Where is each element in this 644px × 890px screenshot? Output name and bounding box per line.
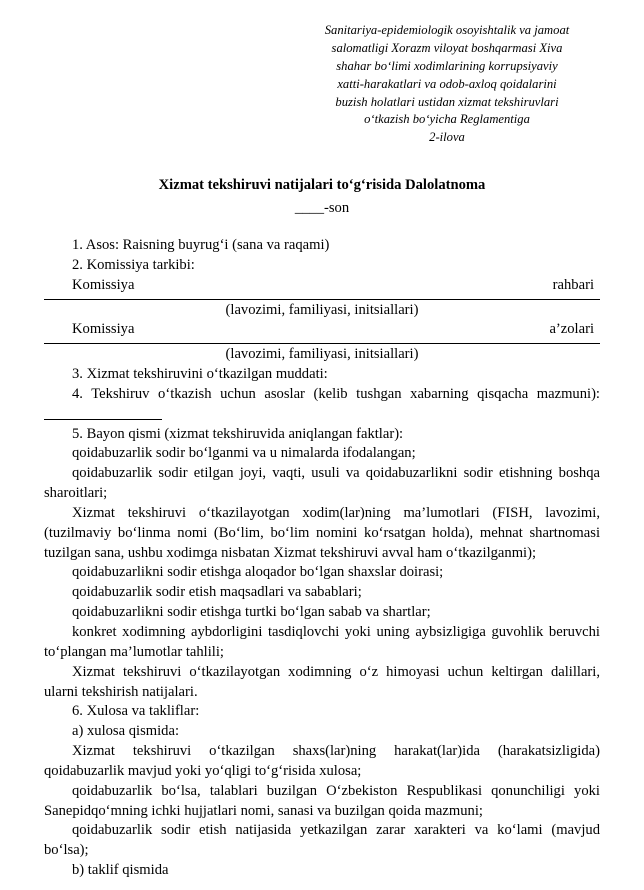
document-header-block	[302, 22, 592, 147]
document-number: ____-son	[294, 199, 350, 216]
item-commission-composition: 2. Komissiya tarkibi:	[72, 256, 195, 273]
header-annex-number: 2-ilova	[429, 130, 465, 145]
item-conclusions: 6. Xulosa va takliflar:	[72, 703, 200, 720]
commission-members-label: Komissiya	[72, 321, 135, 338]
item-inspection-grounds-text: 4. Tekshiruv o‘tkazish uchun asoslar (kelib tushgan xabarning qisqacha mazmuni):	[72, 385, 600, 402]
statement-point-1: qoidabuzarlik sodir bo‘lganmi va u nimalarda ifodalangan;	[72, 445, 416, 462]
item-inspection-period: 3. Xizmat tekshiruvini o‘tkazilgan muddati:	[72, 366, 328, 383]
document-body	[44, 236, 600, 881]
header-line-5: buzish holatlari ustidan xizmat tekshiruvlari	[335, 94, 559, 109]
commission-head-role: rahbari	[552, 276, 594, 293]
signature-rule	[44, 343, 600, 344]
item-basis: 1. Asos: Raisning buyrug‘i (sana va raqami)	[72, 236, 330, 253]
statement-point-8: Xizmat tekshiruvi o‘tkazilayotgan xodimning o‘z himoyasi uchun keltirgan dalillari, ularni tekshirish natijalari.	[44, 663, 600, 700]
item-statement-part: 5. Bayon qismi (xizmat tekshiruvida aniqlangan faktlar):	[72, 425, 404, 442]
statement-point-5: qoidabuzarlik sodir etish maqsadlari va sabablari;	[72, 584, 362, 601]
statement-point-7: konkret xodimning aybdorligini tasdiqlovchi yoki uning aybsizligiga guvohlik beruvchi to‘plangan ma’lumotlar tahlili;	[44, 624, 600, 660]
statement-point-3: Xizmat tekshiruvi o‘tkazilayotgan xodim(lar)ning ma’lumotlari (FISH, lavozimi, (tuzilmaviy bo‘linma nomi (Bo‘lim, bo‘lim nomini ko‘rsatgan holda), mehnat shartnomasi tuzilgan sana, ushbu xodimga nisbatan Xizmat tekshiruvi avval ham o‘tkazilganmi);	[44, 504, 600, 561]
signature-rule	[44, 299, 600, 300]
conclusion-point-1: Xizmat tekshiruvi o‘tkazilgan shaxs(lar)ning harakat(lar)ida (harakatsizligida) qoidabuzarlik mavjud yoki yo‘qligi to‘g‘risida xulosa;	[44, 743, 600, 779]
page-title: Xizmat tekshiruvi natijalari to‘g‘risida Dalolatnoma	[158, 177, 486, 194]
item-conclusion-part-a: a) xulosa qismida:	[72, 723, 180, 740]
statement-point-6: qoidabuzarlikni sodir etishga turtki bo‘lgan sabab va shartlar;	[72, 604, 431, 621]
conclusion-point-2: qoidabuzarlik bo‘lsa, talablari buzilgan O‘zbekiston Respublikasi qonunchiligi yoki Sanepidqo‘mning ichki hujjatlari nomi, sanasi va buzilgan qoida mazmuni;	[44, 782, 600, 819]
commission-members-rule-wrap	[44, 343, 600, 344]
commission-head-label: Komissiya	[72, 276, 135, 293]
conclusion-point-3: qoidabuzarlik sodir etish natijasida yetkazilgan zarar xarakteri va ko‘lami (mavjud bo‘lsa);	[44, 822, 600, 859]
item-proposal-part-b: b) taklif qismida	[72, 862, 169, 879]
statement-point-4: qoidabuzarlikni sodir etishga aloqador bo‘lgan shaxslar doirasi;	[72, 564, 444, 581]
fill-in-blank	[44, 406, 162, 420]
statement-point-2: qoidabuzarlik sodir etilgan joyi, vaqti, usuli va qoidabuzarlikni sodir etishning boshqa sharoitlari;	[44, 465, 600, 502]
commission-members-row	[44, 320, 600, 340]
header-line-2: salomatligi Xorazm viloyat boshqarmasi Xiva	[331, 40, 563, 55]
commission-members-role: a’zolari	[549, 321, 594, 338]
header-line-1: Sanitariya-epidemiologik osoyishtalik va jamoat	[324, 23, 570, 37]
commission-members-caption: (lavozimi, familiyasi, initsiallari)	[225, 346, 419, 363]
header-line-4: xatti-harakatlari va odob-axloq qoidalarini	[337, 76, 557, 91]
commission-head-rule-wrap	[44, 299, 600, 300]
commission-head-caption: (lavozimi, familiyasi, initsiallari)	[225, 301, 419, 318]
commission-head-row	[44, 276, 600, 296]
header-line-3: shahar bo‘limi xodimlarining korrupsiyaviy	[336, 58, 558, 73]
item-inspection-grounds	[44, 385, 600, 425]
header-line-6: o‘tkazish bo‘yicha Reglamentiga	[364, 112, 530, 127]
